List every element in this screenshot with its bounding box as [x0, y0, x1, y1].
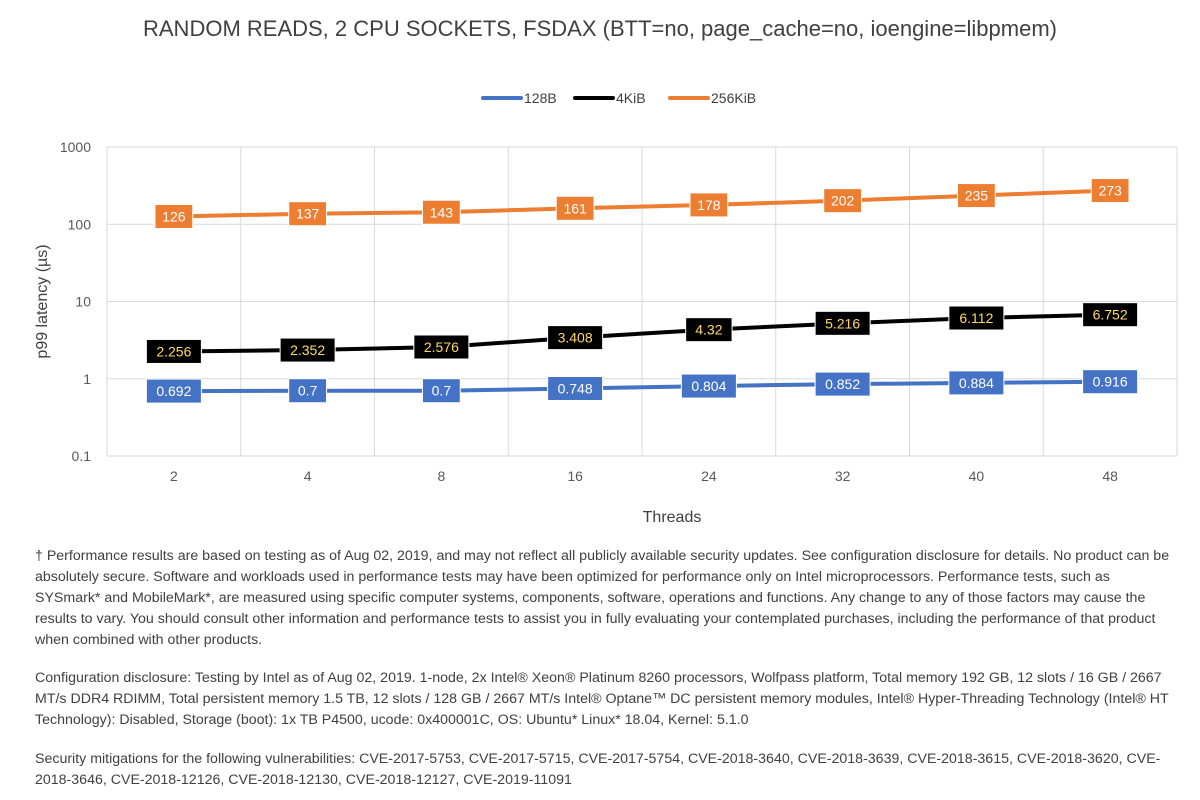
x-tick-label: 4: [303, 468, 312, 484]
legend-item-128b: [483, 90, 557, 106]
data-label-256kib: [1091, 179, 1129, 203]
data-label-128b: [289, 379, 327, 403]
y-tick-label: 0.1: [71, 448, 91, 464]
data-label-4kib: [815, 311, 870, 335]
data-label-128b: [949, 371, 1004, 395]
x-tick-label: 24: [701, 468, 717, 484]
legend-label: 4KiB: [616, 90, 646, 106]
x-tick-label: 8: [437, 468, 446, 484]
data-label-4kib: [949, 306, 1004, 330]
data-label-256kib: [690, 193, 728, 217]
x-tick-label: 16: [567, 468, 583, 484]
data-label-text: 161: [563, 200, 587, 217]
y-tick-label: 10: [75, 293, 91, 310]
data-label-4kib: [414, 335, 469, 359]
data-label-256kib: [824, 189, 862, 213]
x-tick-label: 40: [968, 468, 985, 484]
data-label-256kib: [556, 196, 594, 220]
data-label-text: 273: [1098, 182, 1122, 199]
data-label-4kib: [146, 339, 201, 363]
legend-label: 256KiB: [711, 90, 757, 106]
data-label-text: 143: [429, 204, 454, 221]
data-label-128b: [548, 376, 603, 400]
data-label-256kib: [155, 204, 193, 228]
data-label-text: 0.7: [297, 382, 318, 399]
data-label-text: 137: [295, 205, 320, 222]
x-axis-title: Threads: [642, 509, 702, 526]
data-label-text: 126: [162, 208, 186, 225]
data-label-256kib: [422, 200, 460, 224]
data-label-128b: [681, 374, 736, 398]
data-label-text: 235: [964, 187, 989, 204]
data-label-text: 202: [830, 192, 855, 209]
y-axis-title: p99 latency (µs): [34, 244, 51, 359]
data-label-text: 0.916: [1092, 373, 1128, 390]
security-footnote: Security mitigations for the following vulnerabilities: CVE-2017-5753, CVE-2017-5715, CVE-2017-5754, CVE-2018-3640, CVE-2018-3639, CVE-2018-3615, CVE-2018-3620, CVE-2018-3646, CVE-2018-12126, CVE-2018-12130, CVE-2018-12127, CVE-2019-11091: [35, 751, 1161, 788]
x-tick-label: 32: [834, 468, 851, 484]
data-label-128b: [422, 379, 460, 403]
data-label-256kib: [957, 184, 995, 208]
data-label-4kib: [1083, 303, 1138, 327]
x-tick-label: 2: [169, 468, 178, 484]
configuration-footnote: Configuration disclosure: Testing by Intel as of Aug 02, 2019. 1-node, 2x Intel® Xeon® Platinum 8260 processors, Wolfpass platform, Total memory 192 GB, 12 slots / 16 GB / 2667 MT/s DDR4 RDIMM, Total persistent memory 1.5 TB, 12 slots / 128 GB / 2667 MT/s Intel® Optane™ DC persistent memory modules, Intel® Hyper-Threading Technology (Intel® HT Technology): Disabled, Storage (boot): 1x TB P4500, ucode: 0x400001C, OS: Ubuntu* Linux* 18.04, Kernel: 5.1.0: [35, 670, 1169, 728]
data-label-text: 4.32: [695, 321, 723, 338]
data-label-4kib: [686, 318, 732, 342]
data-label-text: 0.804: [691, 378, 727, 395]
data-label-256kib: [289, 202, 327, 226]
performance-footnote: † Performance results are based on testing as of Aug 02, 2019, and may not reflect all publicly available security updates. See configuration disclosure for details. No product can be absolutely secure. Software and workloads used in performance tests may have been optimized for performance only on Intel microprocessors. Performance tests, such as SYSmark* and MobileMark*, are measured using specific computer systems, components, software, operations and functions. Any change to any of those factors may cause the results to vary. You should consult other information and performance tests to assist you in fully evaluating your contemplated purchases, including the performance of that product when combined with other products.: [35, 548, 1170, 648]
data-label-text: 0.852: [825, 376, 861, 393]
data-label-text: 0.692: [156, 383, 192, 400]
data-label-4kib: [548, 326, 603, 350]
data-label-text: 2.576: [423, 339, 459, 356]
data-label-text: 6.112: [959, 310, 994, 327]
data-label-text: 0.884: [958, 374, 994, 391]
data-label-128b: [815, 372, 870, 396]
data-label-text: 2.352: [290, 342, 326, 359]
legend-item-256kib: [670, 90, 756, 106]
data-label-text: 5.216: [825, 315, 861, 332]
data-label-text: 178: [697, 196, 721, 213]
data-label-text: 0.748: [557, 380, 593, 397]
y-tick-label: 100: [67, 216, 91, 233]
y-tick-label: 1000: [59, 139, 91, 155]
legend-item-4kib: [575, 90, 646, 106]
y-tick-label: 1: [83, 370, 91, 387]
data-label-text: 2.256: [156, 343, 192, 360]
legend: [483, 90, 756, 106]
data-label-text: 0.7: [431, 382, 452, 399]
data-label-text: 6.752: [1092, 306, 1128, 323]
data-label-128b: [1083, 370, 1138, 394]
legend-label: 128B: [524, 90, 557, 106]
data-label-128b: [146, 379, 201, 403]
data-label-text: 3.408: [557, 329, 593, 346]
data-label-4kib: [280, 338, 335, 362]
x-tick-label: 48: [1102, 468, 1118, 484]
chart-title: RANDOM READS, 2 CPU SOCKETS, FSDAX (BTT=no, page_cache=no, ioengine=libpmem): [143, 16, 1057, 41]
